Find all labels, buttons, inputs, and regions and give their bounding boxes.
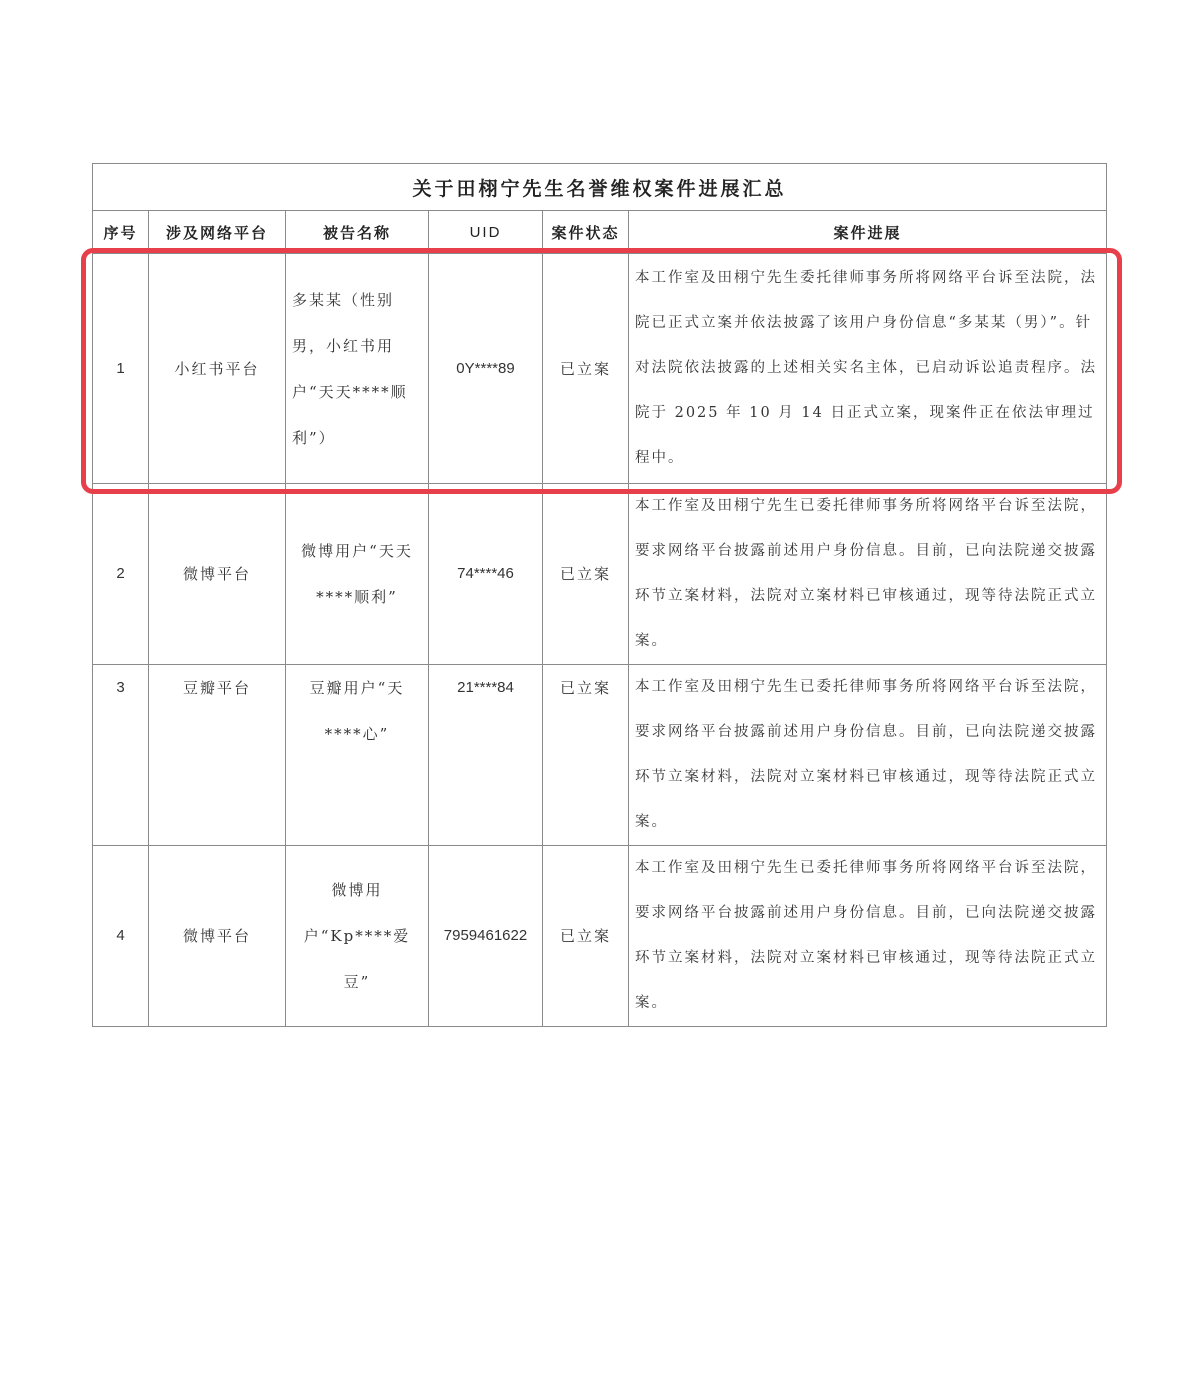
table-row [93, 254, 1107, 484]
header-platform: 涉及网络平台 [149, 211, 286, 254]
row-defendant: 多某某（性别男，小红书用户“天天****顺利”） [286, 254, 429, 484]
row-status: 已立案 [543, 484, 629, 665]
row-defendant: 微博用户“天天****顺利” [286, 484, 429, 665]
row-defendant: 豆瓣用户“天****心” [286, 665, 429, 846]
header-defendant: 被告名称 [286, 211, 429, 254]
row-status: 已立案 [543, 846, 629, 1027]
header-index: 序号 [93, 211, 149, 254]
case-progress-table [92, 163, 1107, 1027]
table-title-row [93, 164, 1107, 211]
row-uid: 7959461622 [429, 846, 543, 1027]
row-defendant: 微博用户“Kp****爱豆” [286, 846, 429, 1027]
table-row [93, 484, 1107, 665]
header-progress: 案件进展 [629, 211, 1107, 254]
row-progress: 本工作室及田栩宁先生已委托律师事务所将网络平台诉至法院，要求网络平台披露前述用户身份信息。目前，已向法院递交披露环节立案材料，法院对立案材料已审核通过，现等待法院正式立案。 [629, 665, 1107, 846]
table-row [93, 665, 1107, 846]
row-progress: 本工作室及田栩宁先生已委托律师事务所将网络平台诉至法院，要求网络平台披露前述用户身份信息。目前，已向法院递交披露环节立案材料，法院对立案材料已审核通过，现等待法院正式立案。 [629, 846, 1107, 1027]
header-uid: UID [429, 211, 543, 254]
row-status: 已立案 [543, 254, 629, 484]
row-status: 已立案 [543, 665, 629, 846]
header-status: 案件状态 [543, 211, 629, 254]
row-index: 2 [93, 484, 149, 665]
row-platform: 微博平台 [149, 484, 286, 665]
table-header-row [93, 211, 1107, 254]
row-progress: 本工作室及田栩宁先生已委托律师事务所将网络平台诉至法院，要求网络平台披露前述用户身份信息。目前，已向法院递交披露环节立案材料，法院对立案材料已审核通过，现等待法院正式立案。 [629, 484, 1107, 665]
row-uid: 0Y****89 [429, 254, 543, 484]
table-row [93, 846, 1107, 1027]
row-index: 1 [93, 254, 149, 484]
table-title: 关于田栩宁先生名誉维权案件进展汇总 [93, 164, 1107, 211]
row-progress: 本工作室及田栩宁先生委托律师事务所将网络平台诉至法院，法院已正式立案并依法披露了该用户身份信息“多某某（男）”。针对法院依法披露的上述相关实名主体，已启动诉讼追责程序。法院于 2025 年 10 月 14 日正式立案，现案件正在依法审理过程中。 [629, 254, 1107, 484]
row-index: 4 [93, 846, 149, 1027]
row-index: 3 [93, 665, 149, 846]
row-uid: 21****84 [429, 665, 543, 846]
row-uid: 74****46 [429, 484, 543, 665]
row-platform: 小红书平台 [149, 254, 286, 484]
row-platform: 微博平台 [149, 846, 286, 1027]
row-platform: 豆瓣平台 [149, 665, 286, 846]
